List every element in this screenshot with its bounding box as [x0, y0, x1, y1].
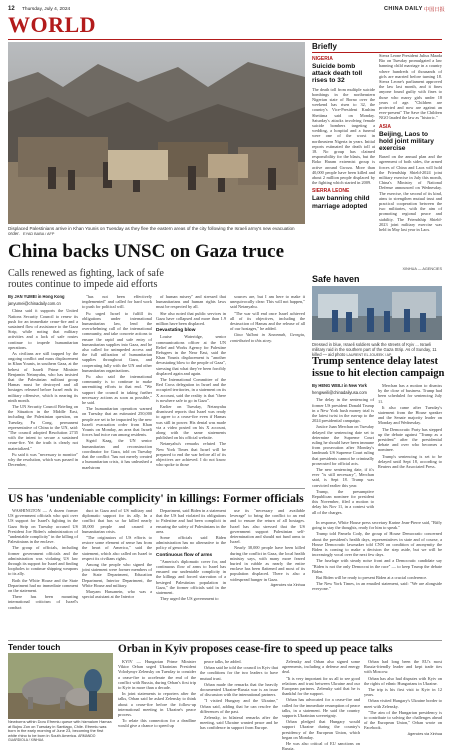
orban-paragraph: He was also critical of EU sanctions on Russia. [282, 741, 360, 751]
main-deck-line1: Calls renewed as fighting, lack of safe [8, 268, 164, 279]
main-email: janyumei@chinadaily.com.cn [8, 301, 61, 307]
us-paragraph: They urged the US government to [160, 596, 219, 602]
rhino-photo-credit: ARMANDO GUARDIOLA / XINHUA [8, 733, 96, 743]
briefly-title: Briefly [312, 42, 442, 53]
safe-haven-photo-credit: LAURENT EL JOUEEK / AP [346, 353, 392, 357]
us-paragraph: use its "necessary and available leverage" to bring the conflict to an end and to ensure the return of all hostages. Israel has also stressed that the US government support Palestinian self-determination and should not fund arms to Israel. [230, 508, 305, 545]
orban-paragraph: Orban made the remarks that the heavily documented Ukraine-Russia war is an issue of discussion with the international partners. [200, 681, 278, 698]
orban-paragraph: Orban has advocated for a cease-fire and called for the immediate resumption of peace talks, in a statement. He said the country supports Ukrainian sovereignty. [282, 697, 360, 719]
main-paragraph: As civilians are still trapped by the ongoing conflict and mass displacement in Khan Younis, in southern Gaza, at the behest of Israeli Prime Minister Benjamin Netanyahu, who has insisted that the Palestinian militant group Hamas must be destroyed and all hostages released before Israel ends its military offensive, which is nearing its ninth month. [8, 351, 78, 403]
safe-haven-caption-text: Dressed in blue, Israeli soldiers walk the streets of Kyiv ... Israeli military raid in the southern part of the Gaza Strip. As of Sunday, 11 killed — aid photo [312, 342, 437, 357]
main-paragraph: Louise Wateridge, senior communications officer at the UN Relief and Works Agency for Palestine Refugees in the Near East, said the Khan Younis displacement is "another devastating blow to the people of Gaza", stressing that what they've been forcibly displaced again and again. [156, 334, 226, 376]
brief-country: NIGERIA [312, 56, 333, 62]
brief-body: Sierra Leone President Julius Maada Bio on Tuesday promulgated a law banning child marriage in a country where hundreds of thousands of girls are married before turning 18. Sierra Leone's parliament approved the law last month, and it fines anyone found guilty with fines to those who marry girls under 18 years of age. "Children are protected and now are against an ever-present" The Save the Children NGO lauded the law as "historic." [379, 53, 443, 121]
trump-paragraph: The Democratic Party has stepped up the debate against "Trump as a president" after the presidential debate and over who becomes a nominee. [378, 426, 442, 453]
orban-paragraph: Orban visited Hungary's Ukraine border to meet with Zelensky. [364, 698, 442, 709]
trump-email: hengweili@chinadailyusa.com [312, 390, 367, 396]
trump-headline-line2: issue to hit election campaign [312, 368, 445, 379]
brief-body: The death toll from multiple suicide bombings in the northeastern Nigerian state of Borno over the weekend has risen to 32, the country's Vice-President Kashim Shettima said on Monday. Saturday's attacks involving female suicide bombers targeting a wedding, a hospital and a funeral were one of the worst in northeastern Nigeria in years. Initial reports estimated the death toll at 18. No group has claimed responsibility for the blasts, but the Boko Haram extremist group is active around Gwoza. More than 40,000 people have been killed and about 2 million people displaced by the fighting which started in 2009. [312, 86, 375, 186]
rhino-photo-image [8, 653, 113, 719]
trump-paragraph: It also came after Tuesday's statement from the House speaker and the Senate majority leader on Monday and Wednesday. [378, 404, 442, 426]
us-paragraph: Both the White House and the State Department had no immediate comment on the statement. [8, 577, 78, 594]
main-story-column-1 [8, 294, 78, 484]
orban-paragraph: Orban said he told the council in Kyiv that the conditions for the two leaders to have mutual trust. [200, 665, 278, 681]
us-paragraph: The group of officials, including former government officials and the administration was violating US law through its support for Israel and finding loopholes to continue shipping weapons to its ally. [8, 545, 78, 577]
tender-touch-label: Tender touch [8, 642, 61, 652]
us-column-1 [8, 508, 78, 636]
orban-paragraph: The trip is his first visit to Kyiv in 12 years. [364, 687, 442, 698]
orban-paragraph: peace talks, he added. [204, 659, 242, 664]
us-paragraph: Agencies via Xinhua [270, 582, 305, 587]
trump-byline: By HENG WEILI in New York [312, 383, 367, 388]
rhino-photo [8, 653, 113, 719]
us-paragraph: Maryam Hassanein, who was a special assistant at the Interior [82, 589, 152, 600]
main-paragraph: "The war will end once Israel achieved all of its objectives, including the destruction of Hamas and the release of all of our hostages," he added. [230, 310, 305, 332]
publication-name: CHINA DAILY [384, 6, 423, 12]
main-paragraph: Fu also said the international community is to continue to make unremitting efforts to that end. "We support the council in taking further necessary actions as soon as possible," he said. [82, 374, 152, 406]
main-paragraph: of human misery" and stressed that humanitarians and human rights laws must be respected by all. [156, 294, 226, 310]
us-paragraph: There has been mounting international criticism of Israel's conduct [8, 594, 78, 610]
orban-paragraph: "The aim of the Hungarian presidency is to contribute to solving the challenges ahead of the European Union," Orban wrote on Facebook. [364, 709, 442, 731]
orban-paragraph: Orban has also had disputes with Kyiv on the rights of ethnic Hungarians in Ukraine. [364, 675, 442, 686]
orban-column-1 [118, 659, 196, 743]
main-paragraph: The International Committee of the Red Cross delegation in Israel and the occupied territories, in a statement on its X account, said the reality is that "there is nowhere safe to go in Gaza". [156, 377, 226, 403]
orban-paragraph: "I visited Hungary and the Ukraine," Orban said, adding that he can resolve the differences of the past. [200, 698, 278, 714]
gaza-photo-caption [8, 226, 305, 238]
gaza-photo-credit: EYAD BABA / AFP [23, 232, 55, 237]
main-paragraph: Fu said it was "necessary to monitor" why the resolution, which was passed in December, [8, 451, 78, 468]
main-story-column-2 [82, 294, 152, 484]
orban-paragraph: Orban pledged that Hungary would support Ukraine during the country's presidency of the European Union, which began on Monday. [282, 719, 360, 740]
main-headline: China backs UNSC on Gaza truce [8, 241, 285, 262]
trump-column-3-continued [312, 520, 442, 638]
orban-paragraph: Zelensky and Orban also signed some agreements, including a defense and energy deal. [282, 659, 360, 675]
trump-paragraph: But Biden will be ready to present Biden at a crucial conference. [316, 575, 428, 581]
trump-headline-line1: Trump sentence delay latest [312, 356, 439, 367]
safe-haven-photo [312, 286, 442, 340]
us-headline: US has 'undeniable complicity' in killings: Former officials [8, 491, 304, 505]
orban-paragraph: Zelensky, in bilateral remarks after the meeting, said Ukraine wanted peace and he has confidence in support from Europe. [200, 715, 278, 731]
trump-paragraph: Trump told Pamela Cody, the group of House Democratic concerned about the president's health days, representatives in state and of course, a House Democratic lawmaker told CNN on condition of anonymity the Biden is coming to make a decision the step aside, but we will be increasingly vocal over the next few days. [312, 531, 442, 558]
orban-column-4 [364, 659, 442, 743]
orban-paragraph: To relate this connection for a deadline would give a chance to speed up [118, 718, 196, 729]
main-byline: By JAN YUMEI in Hong Kong [8, 294, 65, 299]
brief-body: Based on the annual plan and the agreement of both sides, the armed forces of China and Laos will hold the Friendship Shield-2024 joint military exercise in July this month, China's Ministry of National Defense announced on Wednesday. The exercise, the second of its kind, aims to strengthen mutual trust and practical cooperation between the two militaries, with the aim of promoting regional peace and stability. The Friendship Shield-2023 joint military exercise was held in May last year in Laos. [379, 154, 442, 233]
briefly-credit: XINHUA — AGENCIES [402, 267, 442, 271]
trump-paragraph: The fuselage with steady noise front and a Democratic candidate say "Biden is not the only Democrat in the race" — to keep Trump the debate Biden. [312, 558, 442, 574]
us-column-3 [156, 508, 226, 636]
main-paragraph: Sigrid Kaag, the UN senior humanitarian and reconstruction coordinator for Gaza, told on Tuesday that the conflict "has not merely created a humanitarian crisis, it has unleashed a maelstrom [82, 438, 152, 470]
main-story-column-3 [156, 294, 226, 484]
orban-column-2 [200, 659, 278, 743]
orban-paragraph: KYIV — Hungarian Prime Minister Viktor Orban urged Ukrainian President Volodymyr Zelensky on Tuesday to consider a cease-fire to accelerate the end of the conflict with Russia, during Orban's first trip to Kyiv in more than a decade. [118, 659, 196, 691]
main-paragraph: Earlier on Tuesday, Netanyahu dismissed reports that Israel was ready to agree to a cease-fire even if Hamas was still in power. His denial was made via a video posted on his X account, along with the same statements published on his official website. [156, 404, 226, 441]
safe-haven-label: Safe haven [312, 274, 360, 284]
us-paragraph: WASHINGTON — A dozen former US government officials who quit over US support for Israel's fighting in the Gaza Strip on Tuesday accused US President Joe Biden's administration of "undeniable complicity" in the killing of Palestinians in the enclave. [8, 508, 78, 545]
us-paragraph: Department, said Biden in a statement that the US had violated its obligations to Palestine and had been complicit in ensuring the safety of Palestinians in the area. [156, 508, 226, 534]
us-story-rule [8, 488, 305, 489]
us-subheading: Continuous flow of arms [156, 552, 213, 558]
orban-headline: Orban in Kyiv proposes cease-fire to speed up peace talks [118, 643, 393, 655]
main-story-column-4 [230, 294, 305, 484]
gaza-caption-text: Displaced Palestinians arrive in Khan Younis on Tuesday as they flee the eastern areas of the city following the Israeli army's new evacuation order. [8, 226, 295, 237]
main-paragraph: The humanitarian operation warned on Tuesday that an estimated 250,000 people are set to be impacted by the new Israeli evacuation order from Khan Younis on Monday, an area that Israeli forces had twice run among residents. [82, 406, 152, 438]
bottom-rule [8, 640, 442, 641]
rhino-caption-text: Newborns within Doru Efremiu queue with hizmalom Hamza at Bujnu Zon on Tuesday in Santiago, Chile. Efremiu was born in the early morning of June 23, becoming the first white rhino to be born in South America. [8, 719, 112, 738]
trump-paragraph: The New York Times, in an emailed statement, said: "We are alongside everyone." [312, 581, 442, 592]
section-rule [8, 39, 442, 40]
orban-paragraph: In joint statements to reporters after the talks, Orban said he asked Zelensky to think about a cease-fire before the follow-up international meeting in Ukraine's peace process. [118, 691, 196, 718]
safe-haven-photo-image [312, 286, 442, 340]
brief-country: ASIA [379, 123, 391, 130]
orban-paragraph: "It is very important for us all to see good relations and trust between Ukraine and our European partners. Zelensky said that he is thankful for the support. [282, 675, 360, 697]
main-paragraph: Netanyahu's remarks refuted The New York Times that Israel will be prepared to end the war before all of its objectives are achieved. I do not know who spoke to those [156, 441, 226, 468]
main-paragraph: sources are, but I am here to make it unequivocally clear: This will not happen," said Netanyahu. [230, 294, 305, 310]
publication-chinese-name: 中国日报 [424, 7, 445, 13]
gaza-photo-image [8, 42, 305, 224]
brief-headline: Suicide bomb attack death toll rises to 32 [312, 63, 363, 85]
brief-headline: Beijing, Laos to hold joint military exercise [379, 130, 434, 153]
us-paragraph: Some officials said Biden administration has no alternative to the policy of genocide. [156, 535, 226, 551]
orban-paragraph: Agencies via Xinhua [407, 731, 442, 736]
gaza-displacement-photo [8, 42, 305, 224]
main-deck-line2: routes continue to impede aid efforts [8, 279, 158, 290]
main-paragraph: She also noted that public services in Gaza have collapsed and more than 1.9 million have been displaced. [156, 310, 226, 327]
main-paragraph: "has not been effectively implemented" and called for hard work to push for political will. [82, 294, 152, 310]
section-title: WORLD [8, 12, 97, 37]
rhino-photo-caption [8, 720, 113, 743]
orban-column-3 [282, 659, 360, 751]
trump-paragraph: Merchan has a motion to dismiss by the close of business. Trump had been scheduled for sentencing July 11. [378, 383, 442, 404]
trump-paragraph: In response, White House press secretary Karine Jean-Pierre said, "Biffy going to stay the thoughts, ready for him to speak." [312, 520, 442, 531]
us-paragraph: Among the people who signed the joint statement were former members of the State Department, Education Department, Interior Department, the White House and military. [82, 562, 152, 588]
main-paragraph: China said it supports the United Nations Security Council to renew its push for an immediate cease-fire and a sustained flow of assistance to the Gaza Strip, while noting that military activities and a lack of safe routes continue to impede humanitarian operations. [8, 308, 78, 350]
us-column-2 [82, 508, 152, 636]
trump-paragraph: Justice Juan Merchan on Tuesday delayed the sentencing date set to determine the Supreme Court ruling he should have been immune from prosecution after Monday's landmark US Supreme Court ruling that presidents cannot be criminally prosecuted for official acts. [312, 424, 374, 466]
main-paragraph: Fu urged Israel to fulfill its obligations under international humanitarian law, lend the overwhelming call of the international community, and take concrete actions to ensure the rapid and safe entry of humanitarian supplies into Gaza, and he also called for unimpeded access and the full utilization of humanitarian supplies throughout Gaza, and cooperating fully with the UN and other humanitarian organizations. [82, 310, 152, 373]
main-subheading: Devastating blow [156, 328, 196, 334]
orban-paragraph: Orban had long been the EU's most Russia-friendly leader and kept trade ties with Moscow. [364, 659, 442, 675]
brief-country: SIERRA LEONE [312, 188, 350, 195]
trump-paragraph: Trump, the presumptive Republican nominee for president this November, filed a motion to delay his Nov 11, in a contest with all of the charges. [312, 488, 374, 515]
us-paragraph: Nearly 38,000 people have been killed during the conflict in Gaza, the local health ministry says, with many more feared buried in rubble as nearly the entire enclave has been flattened and most of its population displaced. There is also a widespread hunger in Gaza. [230, 545, 305, 582]
us-paragraph: "The originators of US efforts to restore some element of sense has from the heart of America," said the statement, which also called on Israel to respect its civilians rights. [82, 535, 152, 561]
us-paragraph: "America's diplomatic cover for, and continuous flow of arms to Israel has ensured our undeniable complicity in the killings and forced starvation of a besieged Palestinian population in Gaza," the former officials said in the statement. [156, 558, 226, 596]
page-date: Thursday, July 4, 2024 [22, 7, 71, 12]
trump-column-2 [378, 383, 442, 518]
main-paragraph: The UN Security Council Briefing on the Situation in the Middle East, including the Palestinian question, on Tuesday, Fu Cong, permanent representative of China to the UN, said: "The council adopted Resolution 2735 with the intent to secure a sustained cease-fire. Yet the truth is clearly not materialized." [8, 404, 78, 451]
trump-paragraph: The delay in the sentencing of former US president Donald Trump in a New York hush money trial is the latest twist in the run-up to the 2024 presidential campaign. [312, 397, 374, 424]
trump-paragraph: Trump's sentencing is set to be delayed until Sept 18, according to Reuters and the Associated Press. [378, 453, 442, 470]
brief-headline: Law banning child marriage adopted [312, 195, 370, 210]
trump-column-1 [312, 383, 374, 518]
briefly-column [312, 42, 442, 267]
us-column-4 [230, 508, 305, 636]
main-paragraph: Gina Vallant in Savannah, Georgia, contributed to this story. [230, 332, 305, 343]
page-number: 12 [8, 6, 15, 12]
trump-paragraph: The new sentencing date, if it's ever "is still necessary", Merchan said, is Sept 18. Trump was convicted earlier this year. [312, 467, 374, 488]
us-paragraph: duct in Gaza and of US military and diplomatic support for its ally. In a conflict that has so far killed nearly 38,000 people and caused a humanitarian crisis. [82, 508, 152, 534]
